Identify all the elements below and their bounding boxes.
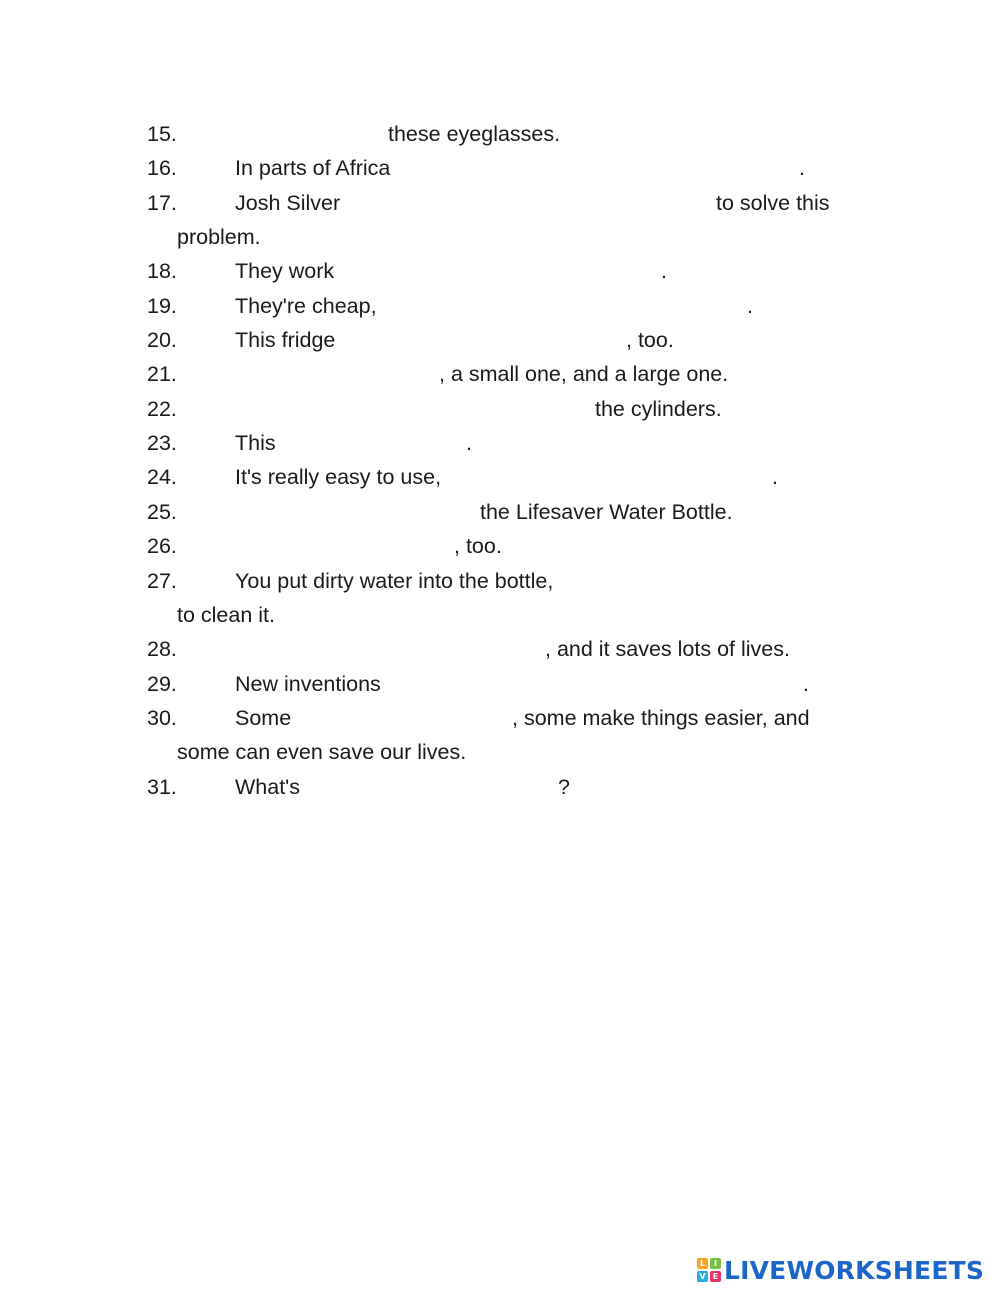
logo-mark-letter: I [710, 1258, 721, 1269]
item-text: Josh Silver [235, 191, 341, 215]
item-text: Some [235, 706, 292, 730]
item-text: , some make things easier, and [512, 706, 810, 730]
item-text: . [799, 156, 805, 180]
item-number: 18. [147, 259, 177, 283]
item-text: . [803, 672, 809, 696]
item-number: 31. [147, 775, 177, 799]
logo-mark-letter: V [697, 1271, 708, 1282]
item-text: It's really easy to use, [235, 465, 442, 489]
item-text: these eyeglasses. [388, 122, 561, 146]
item-number: 17. [147, 191, 177, 215]
logo-mark-letter: E [710, 1271, 721, 1282]
item-text: , a small one, and a large one. [439, 362, 729, 386]
item-text: to solve this [716, 191, 830, 215]
item-number: 24. [147, 465, 177, 489]
item-text: , and it saves lots of lives. [545, 637, 790, 661]
item-number: 29. [147, 672, 177, 696]
item-number: 15. [147, 122, 177, 146]
item-number: 22. [147, 397, 177, 421]
item-text: , too. [454, 534, 502, 558]
item-text: . [661, 259, 667, 283]
item-number: 25. [147, 500, 177, 524]
item-text: . [466, 431, 472, 455]
item-text: to clean it. [177, 603, 275, 627]
item-text: , too. [626, 328, 674, 352]
item-text: problem. [177, 225, 261, 249]
item-number: 21. [147, 362, 177, 386]
item-number: 19. [147, 294, 177, 318]
item-text: . [772, 465, 778, 489]
item-text: New inventions [235, 672, 381, 696]
item-number: 27. [147, 569, 177, 593]
item-text: You put dirty water into the bottle, [235, 569, 554, 593]
item-text: the cylinders. [595, 397, 722, 421]
item-number: 20. [147, 328, 177, 352]
logo-mark-icon [697, 1258, 721, 1282]
item-text: They're cheap, [235, 294, 377, 318]
item-text: In parts of Africa [235, 156, 391, 180]
item-text: This [235, 431, 276, 455]
item-text: This fridge [235, 328, 336, 352]
logo-mark-letter: L [697, 1258, 708, 1269]
item-number: 26. [147, 534, 177, 558]
item-text: What's [235, 775, 301, 799]
item-text: some can even save our lives. [177, 740, 467, 764]
item-text: ? [558, 775, 570, 799]
item-number: 30. [147, 706, 177, 730]
item-number: 23. [147, 431, 177, 455]
item-text: . [747, 294, 753, 318]
logo-text: LIVEWORKSHEETS [724, 1255, 985, 1285]
item-number: 28. [147, 637, 177, 661]
item-text: They work [235, 259, 335, 283]
item-text: the Lifesaver Water Bottle. [480, 500, 733, 524]
liveworksheets-logo [697, 1254, 984, 1286]
item-number: 16. [147, 156, 177, 180]
